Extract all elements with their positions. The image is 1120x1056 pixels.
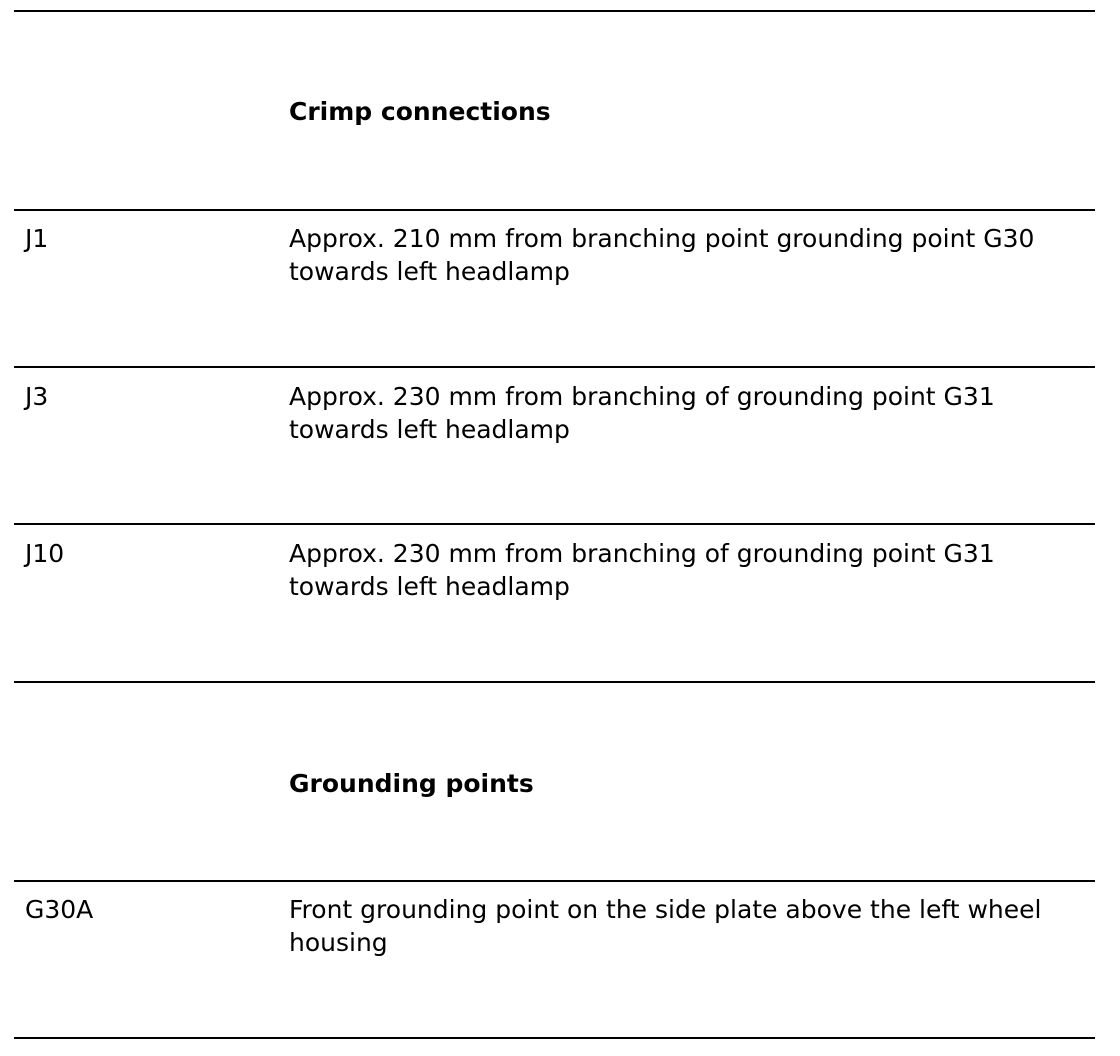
row-code: J3 (25, 382, 49, 411)
table-rule (14, 523, 1095, 525)
row-description: Approx. 230 mm from branching of grounding point G31 towards left headlamp (289, 539, 995, 601)
table-rule (14, 880, 1095, 882)
row-code: J1 (25, 224, 49, 253)
table-rule (14, 681, 1095, 683)
row-description: Front grounding point on the side plate above the left wheel housing (289, 895, 1042, 957)
row-code: G30A (25, 895, 94, 924)
table-rule (14, 366, 1095, 368)
section-heading-crimp-connections: Crimp connections (289, 97, 551, 126)
row-code: J10 (25, 539, 65, 568)
row-description: Approx. 230 mm from branching of grounding point G31 towards left headlamp (289, 382, 995, 444)
table-top-rule (14, 10, 1095, 12)
table-rule (14, 209, 1095, 211)
row-description: Approx. 210 mm from branching point grounding point G30 towards left headlamp (289, 224, 1035, 286)
section-heading-grounding-points: Grounding points (289, 769, 534, 798)
table-bottom-rule (14, 1037, 1095, 1039)
